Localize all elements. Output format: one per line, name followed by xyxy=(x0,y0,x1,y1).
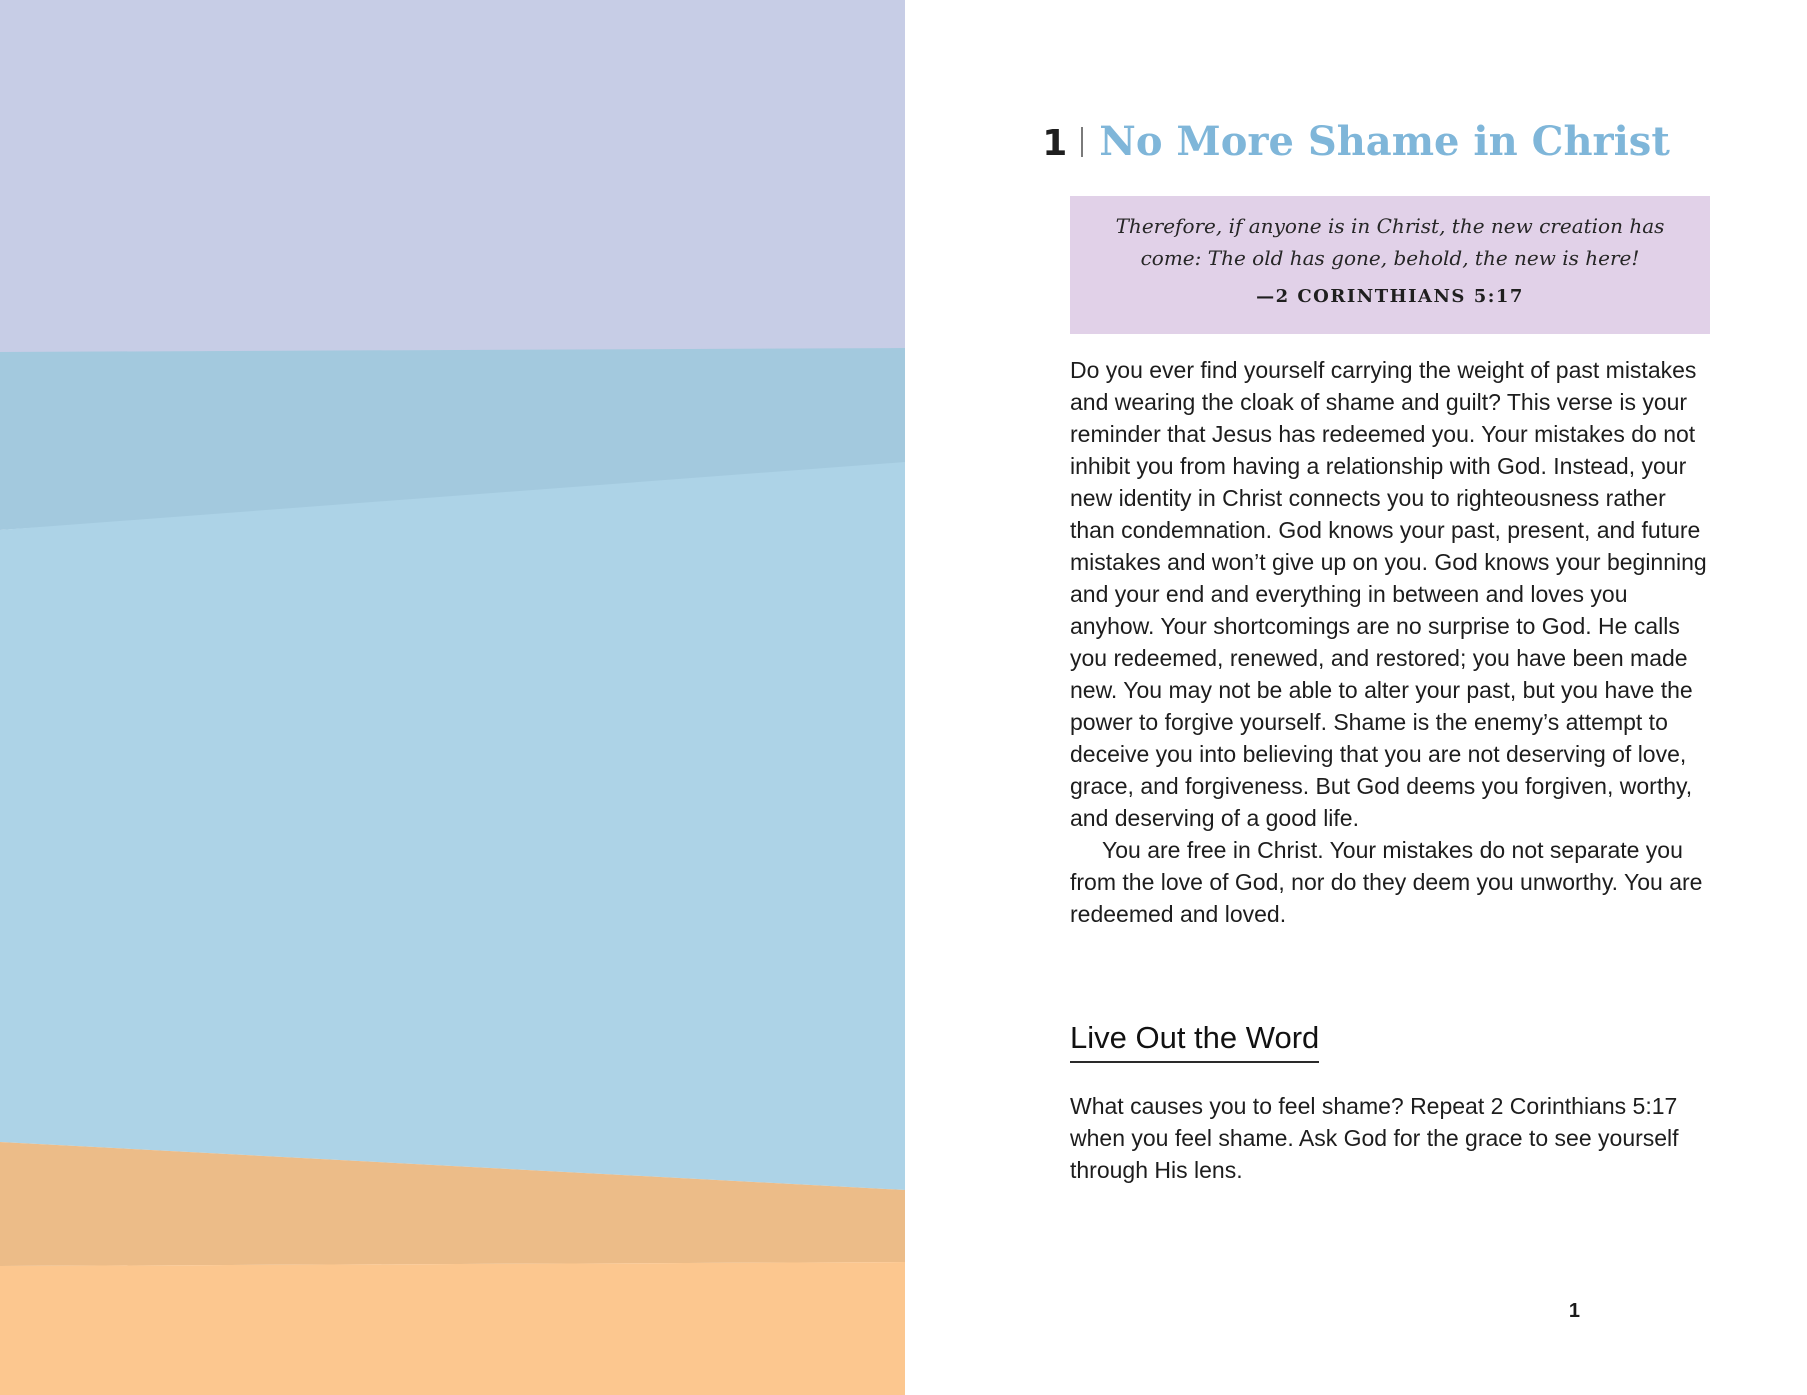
chapter-title: No More Shame in Christ xyxy=(1099,118,1670,165)
chapter-number: 1 xyxy=(1042,123,1068,164)
reflection-prompt: What causes you to feel shame? Repeat 2 Corinthians 5:17 when you feel shame. Ask God for the grace to see yourself through His lens. xyxy=(1070,1093,1679,1183)
scripture-callout xyxy=(1070,196,1710,334)
sky-blue-band xyxy=(0,462,905,1190)
body-paragraph: Do you ever find yourself carrying the weight of past mistakes and wearing the cloak of shame and guilt? This verse is your reminder that Jesus has redeemed you. Your mistakes do not inhibit you from having a relationship with God. Instead, your new identity in Christ connects you to righteousness rather than condemnation. God knows your past, present, and future mistakes and won’t give up on you. God knows your beginning and your end and everything in between and loves you anyhow. Your shortcomings are no surprise to God. He calls you redeemed, renewed, and restored; you have been made new. You may not be able to alter your past, but you have the power to forgive yourself. Shame is the enemy’s attempt to deceive you into believing that you are not deserving of love, grace, and forgiveness. But God deems you forgiven, worthy, and deserving of a good life. xyxy=(1070,357,1707,831)
devotional-page xyxy=(905,0,1807,1395)
scripture-reference: —2 CORINTHIANS 5:17 xyxy=(1256,286,1524,307)
chapter-heading xyxy=(905,112,1807,172)
peach-band xyxy=(0,1262,905,1395)
chapter-divider xyxy=(1081,127,1083,157)
devotional-body xyxy=(1070,354,1715,930)
section-heading: Live Out the Word xyxy=(1070,1017,1319,1063)
page-number: 1 xyxy=(1568,1300,1580,1322)
lavender-band xyxy=(0,0,905,360)
body-paragraph: You are free in Christ. Your mistakes do not separate you from the love of God, nor do they deem you unworthy. You are redeemed and loved. xyxy=(1070,837,1703,927)
scripture-text: Therefore, if anyone is in Christ, the new creation has come: The old has gone, behold, the new is here! xyxy=(1115,214,1665,270)
